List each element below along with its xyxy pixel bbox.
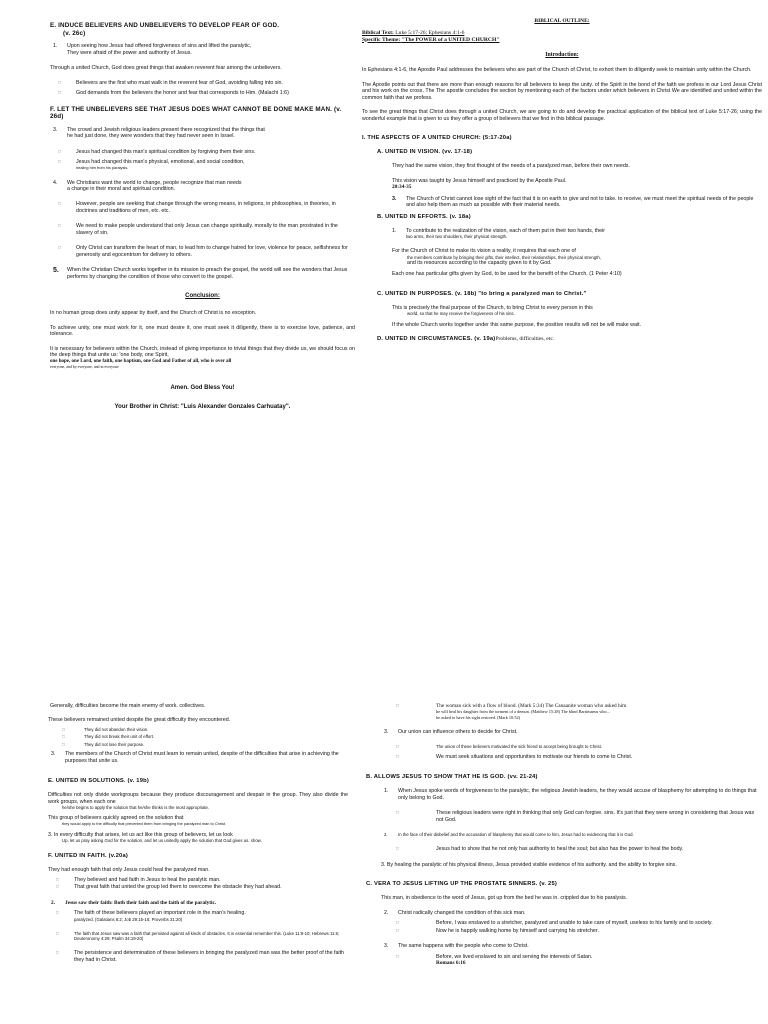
section-b2-heading: B. ALLOWS JESUS TO SHOW THAT HE IS GOD. (vv. 21-24): [366, 774, 538, 781]
section-i-heading: I. THE ASPECTS OF A UNITED CHURCH: (5:17-20a): [362, 135, 512, 142]
conclusion-p3: It is necessary for believers within the Church, instead of giving importance to trivial things that they divide us, we should focus on the deep things that unite us: 'one body, one Spirit,: [50, 345, 355, 359]
bullet-jesus-1: □ These religious leaders were right in thinking that only God can forgive. sins. It's just that they were wrong in considering that Jesus was not God.: [366, 810, 762, 823]
outline-heading: BIBLICAL OUTLINE:: [534, 18, 590, 24]
bullet-icon: □: [58, 245, 61, 251]
bullet-faith-2-1: □ The faith of these believers played an important role in the man's healing. paralyzed. (Galatians 6:2; Job 29:15-16; Proverbs 31:20): [48, 910, 348, 922]
section-e-verse: (v. 26c): [63, 29, 86, 37]
paralytic-p1: This man, in obedience to the word of Jesus, got up from the bed he was in. crippled due to his paralysis.: [381, 895, 628, 902]
bullet-icon: □: [58, 201, 61, 207]
solutions-p3: 3. In every difficulty that arises, let us act like this group of believers, let us look Up, let us pray asking God for the solution, and let us unitedly apply the solution that God gives us. show.: [48, 831, 262, 844]
section-b-heading: B. UNITED IN EFFORTS. (v. 18a): [377, 213, 471, 220]
vision-p1: They had the same vision, they first thought of the needs of a paralyzed man, before their own needs.: [392, 163, 630, 170]
point-union-3: 3. Our union can influence others to decide for Christ.: [384, 728, 518, 735]
bullet-union-1: □ The union of these believers motivated the sick friend to accept being brought to Christ.: [366, 744, 762, 749]
bullet-paralytic-2: □ Now he is happily walking home by himself and carrying his stretcher.: [366, 928, 762, 934]
bullet-icon: □: [56, 910, 59, 916]
conclusion-p1: In no human group does unity appear by itself, and the Church of Christ is no exception.: [50, 310, 257, 317]
bullet-f4-1: □ However, people are seeking that change through the wrong means, in religions, in philosophies, in theories, in doctrines and traditions of men, etc. etc.: [50, 201, 355, 214]
top-left-column: [50, 22, 355, 411]
point-jesus-1: 1. When Jesus spoke words of forgiveness to the paralytic, the religious Jewish leaders, he they would accuse of blasphemy for attempting to do things that only belong to God.: [384, 788, 757, 801]
bullet-examples: □ The woman sick with a flow of blood. (Mark 5:34) The Canaanite woman who asked him he will heal his daughter from the torment of a demon. (Matthew 15:28) The blind Bartimaeus who... he asked to have his sight restored. (Mark 10:52): [366, 703, 762, 720]
bullet-icon: □: [396, 920, 399, 926]
bullet-icon: □: [58, 159, 61, 165]
bullet-paralytic-1: □ Before, I was enslaved to a stretcher, paralyzed and unable to take care of myself, useless to his family and to society.: [366, 920, 762, 926]
intro-p2: The Apostle points out that there are more than enough reasons for all believers to keep the unity. of the Spirit in the bond of the faith we profess in our Lord Jesus Christ and his work on the cross. The The apostle concludes the section by mentioning each of the factors under which believers in Christ We are identified and united within the common faith that we profess.: [362, 81, 762, 101]
bullet-icon: □: [56, 930, 59, 936]
bullet-icon: □: [58, 148, 61, 154]
paragraph-through: Through a united Church, God does great things that awaken reverent fear among the unbelievers.: [50, 65, 282, 72]
bullet-union-2: □ We must seek situations and opportunities to motivate our friends to come to Christ.: [366, 754, 762, 760]
section-d-heading: D. UNITED IN CIRCUMSTANCES. (v. 19a)Problems, difficulties, etc.: [377, 336, 555, 343]
bullet-icon: □: [56, 876, 59, 882]
amen-line: Amen. God Bless You!: [170, 384, 235, 391]
bottom-left-column: [48, 703, 348, 967]
intro-p1: In Ephesians 4:1-6, the Apostle Paul addresses the believers who are part of the Church of Christ, to exhort them to diligently seek to maintain unity within the Church.: [362, 67, 752, 74]
solutions-p2: This group of believers quickly agreed on the solution that they would apply to the difficulty that prevented them from bringing the paralyzed man to Christ.: [48, 815, 227, 826]
section-c-heading: C. UNITED IN PURPOSES. (v. 18b) "to bring a paralyzed man to Christ.": [377, 290, 587, 297]
bullet-faith-2-2: □ The faith that Jesus saw was a faith that persisted against all kinds of obstacles. It is essential remember this. (Luke 11:9-10; Hebrews 11:6; Deuteronomy 4:29; Psalm 34:19-20): [48, 931, 348, 941]
point-faith-2: 2. Jesus saw their faith: Both their faith and the faith of the paralytic.: [51, 899, 217, 906]
point-f4: 4. We Christians want the world to change, people recognize that man needs a change in their moral and spiritual condition.: [53, 179, 242, 192]
bottom-right-column: [366, 703, 762, 971]
section-c2-heading: C. VERA TO JESUS LIFTING UP THE PROSTATE SINNERS. (v. 25): [366, 881, 558, 888]
bullet-icon: □: [62, 726, 65, 732]
bullet-g2: □ They did not break their unit of effort.: [48, 734, 348, 739]
bullet-jesus-2: □ Jesus had to show that he not only has authority to heal the soul; but also has the power to heal the body.: [366, 846, 762, 852]
bullet-icon: □: [396, 810, 399, 816]
bullet-icon: □: [396, 703, 399, 708]
purpose-p2: If the whole Church works together under this same purpose, the positive results will not be will make wait.: [392, 321, 642, 328]
conclusion-p3-verse-end: everyone, and by everyone, and in everyone: [50, 364, 119, 369]
purpose-p1: This is precisely the final purpose of the Church, to bring Christ to every person in this world, so that he may receive the forgiveness of his sins.: [392, 304, 593, 317]
conclusion-p3-verse: one hope, one Lord, one faith, one baptism, one God and Father of all, who is over all: [50, 358, 232, 364]
bullet-icon: □: [56, 884, 59, 890]
biblical-text-line: Biblical Text: Luke 5:17-26; Ephesians 4:1-6: [362, 29, 465, 36]
difficulty-p2: These believers remained united despite the great difficulty they encountered.: [48, 717, 231, 724]
section-e-heading: [50, 22, 355, 37]
bullet-icon: □: [62, 741, 65, 747]
vision-p3: 3. The Church of Christ cannot lose sight of the fact that it is on earth to give and not to take. to receive, we must meet the spiritual needs of the people and also help them as much as possible with their material needs.: [392, 195, 754, 209]
bullet-icon: □: [62, 734, 65, 740]
bullet-f4-2: □ We need to make people understand that only Jesus can change spiritually. morally to the man prostrated in the slavery of sin.: [50, 223, 355, 236]
bullet-icon: □: [58, 90, 61, 96]
bullet-g1: □ They did not abandon their vision.: [48, 727, 348, 732]
introduction-heading: Introduction:: [545, 52, 579, 59]
signature-line: Your Brother in Christ: "Luis Alexander Gonzales Carhuatay".: [114, 403, 291, 410]
bullet-icon: □: [396, 744, 399, 750]
difficulty-p1: Generally, difficulties become the main enemy of work. collectives.: [50, 703, 206, 709]
top-right-column: [362, 18, 762, 343]
solutions-p1: Difficulties not only divide workgroups because they produce discouragement and despair in the group. They also divide the work groups, when each one he/she begins to apply the solution that he/she thinks is the most appropriate.: [48, 792, 348, 811]
point-jesus-3: 3. By healing the paralytic of his physical illness, Jesus provided visible evidence of his authority. and the ability to forgive sins.: [381, 861, 677, 868]
section-f-heading: F. LET THE UNBELIEVERS SEE THAT JESUS DOES WHAT CANNOT BE DONE MAKE MAN. (v. 26d): [50, 105, 342, 121]
point-f3: 3. The crowd and Jewish religious leaders present there recognized that the things that he had just done, they were wonders that they had never seen in Israel.: [53, 126, 265, 140]
bullet-icon: □: [396, 846, 399, 852]
bullet-faith-2-3: □ The persistence and determination of these believers in bringing the paralyzed man was the better proof of the faith they had in Christ.: [48, 950, 348, 963]
solutions-heading: E. UNITED IN SOLUTIONS. (v. 19b): [48, 778, 149, 785]
bullet-e1: □ Believers are the first who must walk in the reverent fear of God, avoiding falling into sin.: [50, 80, 355, 86]
conclusion-p2: To achieve unity, one must work for it, one must desire it, one must seek it diligently, there is to exercise love, patience, and tolerance.: [50, 324, 355, 338]
efforts-p1: 1. To contribute to the realization of the vision, each of them put in their two hands, their two arms, their two shoulders, their physical strength.: [392, 227, 606, 240]
bullet-f2: □ Jesus had changed this man's physical, emotional, and social condition, healing him from his paralysis.: [50, 159, 355, 170]
point-f5: 5. When the Christian Church works together in its mission to preach the gospel, the world will see the wonders that Jesus performs by changing the condition of those who convert to the gospel.: [53, 267, 348, 280]
point-paralytic-2: 2. Christ radically changed the condition of this sick man.: [384, 909, 526, 916]
point-paralytic-3: 3. The same happens with the people who come to Christ.: [384, 943, 529, 950]
bullet-icon: □: [58, 79, 61, 85]
vision-p2: This vision was taught by Jesus himself and practiced by the Apostle Paul. 20:34-35: [392, 177, 567, 191]
section-e-title: E. INDUCE BELIEVERS AND UNBELIEVERS TO DEVELOP FEAR OF GOD.: [50, 22, 280, 29]
bullet-icon: □: [396, 753, 399, 759]
bullet-g3: □ They did not lose their purpose.: [48, 742, 348, 747]
point-g3: 3. The members of the Church of Christ must learn to remain united, despite of the difficulties that arise in achieving the purposes that unite us.: [51, 751, 339, 764]
faith-p1: They had enough faith that only Jesus could heal the paralyzed man.: [48, 867, 210, 874]
bullet-e2: □ God demands from the believers the honor and fear that corresponds to Him. (Malachi 1:6): [50, 90, 355, 96]
point-jesus-2: 2. In the face of their disbelief and the accusation of blasphemy that would come to him, Jesus had to evidencing that it is God.: [384, 832, 634, 838]
efforts-p3: Each one has particular gifts given by God, to be used for the benefit of the Church. (1 Peter 4:10): [392, 271, 622, 278]
efforts-p2: For the Church of Christ to make its vision a reality, it requires that each one of the members contribute by bringing their gifts, their intellect, their relationships, their physical strength, and its resources according to the capacity given to it by God.: [392, 248, 601, 266]
bullet-f4-3: □ Only Christ can transform the heart of man, to lead him to change hatred for love, violence for peace, selfishness for generosity and egocentrism for delivery to others.: [50, 245, 355, 258]
bullet-paralytic-3: □ Before, we lived enslaved to sin and serving the interests of Satan. Romans 6:16: [366, 954, 762, 967]
faith-heading: F. UNITED IN FAITH. (v.20a): [48, 853, 129, 860]
conclusion-heading: Conclusion:: [185, 293, 220, 300]
bullet-icon: □: [58, 223, 61, 229]
bullet-icon: □: [56, 950, 59, 956]
point-e1: 1. Upon seeing how Jesus had offered forgiveness of sins and lifted the paralytic, They were afraid of the power and authority of Jesus.: [53, 43, 252, 56]
bullet-faith-1: □ They believed and had faith in Jesus to heal the paralytic man.: [48, 877, 348, 883]
theme-line: Specific Theme: "The POWER of a UNITED CHURCH": [362, 36, 500, 43]
bullet-icon: □: [396, 953, 399, 959]
section-a-heading: A. UNITED IN VISION. (vv. 17-18): [377, 149, 473, 156]
intro-p3: To see the great things that Christ does through a united Church, we are going to do and develop the practical application of the biblical text of Luke 5:17-26; using the wonderful example that is given to us they offer a group of believers that we find in this biblical passage.: [362, 109, 762, 122]
bullet-icon: □: [396, 927, 399, 933]
bullet-f1: □ Jesus had changed this man's spiritual condition by forgiving them their sins.: [50, 149, 355, 155]
bullet-faith-2: □ That great faith that united the group led them to overcome the obstacle they had ahead.: [48, 884, 348, 890]
